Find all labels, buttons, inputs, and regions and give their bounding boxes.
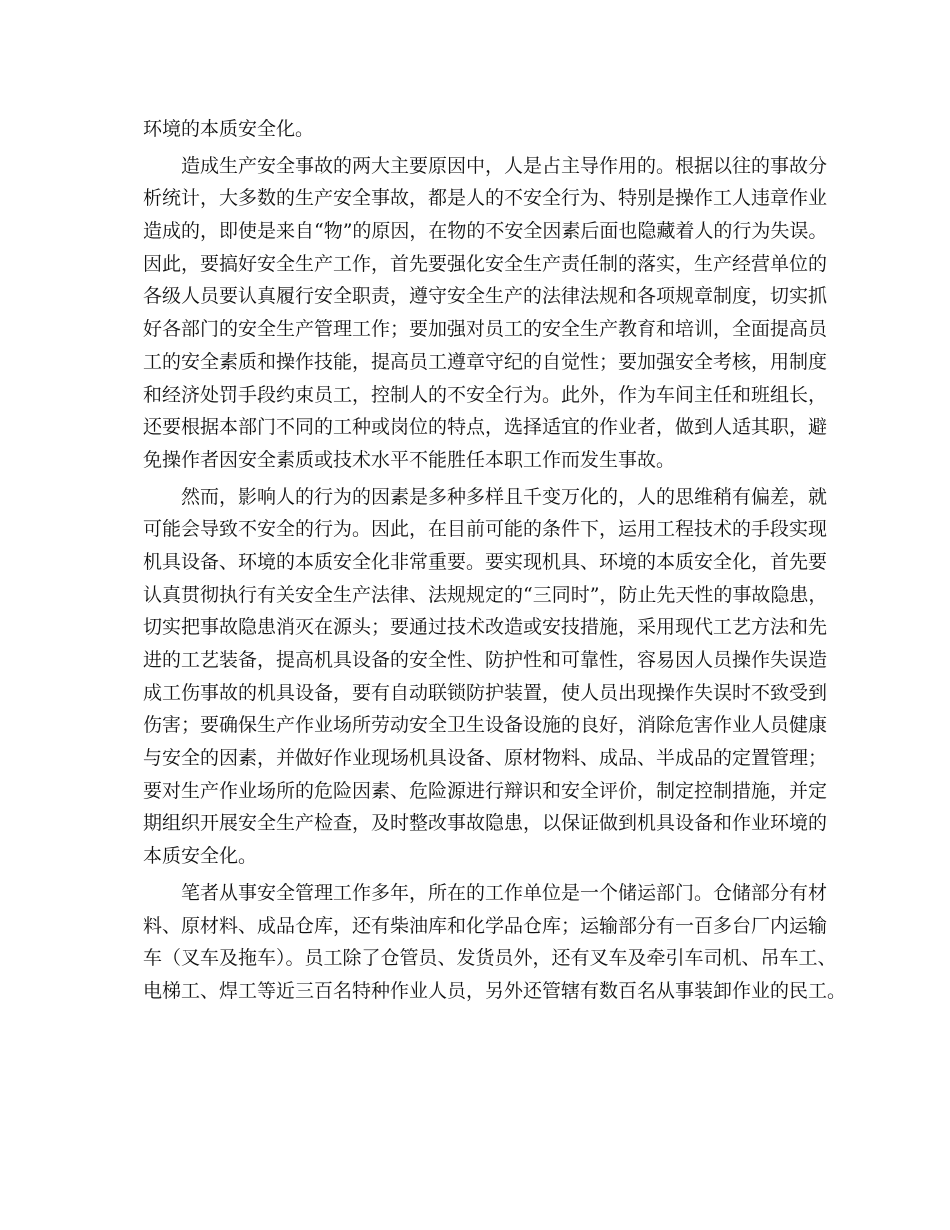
text-line: 料、原材料、成品仓库，还有柴油库和化学品仓库；运输部分有一百多台厂内运输 [143, 914, 828, 937]
text-line: 各级人员要认真履行安全职责，遵守安全生产的法律法规和各项规章制度，切实抓 [143, 285, 828, 308]
text-line: 成工伤事故的机具设备，要有自动联锁防护装置，使人员出现操作失误时不致受到 [143, 681, 828, 704]
paragraph [143, 481, 828, 873]
text-line: 认真贯彻执行有关安全生产法律、法规规定的“三同时”，防止先天性的事故隐患， [143, 583, 828, 606]
text-line: 机具设备、环境的本质安全化非常重要。要实现机具、环境的本质安全化，首先要 [143, 550, 828, 573]
text-line: 还要根据本部门不同的工种或岗位的特点，选择适宜的作业者，做到人适其职，避 [143, 416, 828, 439]
text-line: 工的安全素质和操作技能，提高员工遵章守纪的自觉性；要加强安全考核，用制度 [143, 350, 828, 373]
text-line: 车（叉车及拖车）。员工除了仓管员、发货员外，还有叉车及牵引车司机、吊车工、 [143, 947, 837, 970]
paragraph [143, 150, 828, 477]
text-line: 笔者从事安全管理工作多年，所在的工作单位是一个储运部门。仓储部分有材 [181, 881, 828, 904]
text-line: 与安全的因素，并做好作业现场机具设备、原材物料、成品、半成品的定置管理； [143, 747, 828, 770]
paragraph [143, 113, 815, 146]
text-line: 因此，要搞好安全生产工作，首先要强化安全生产责任制的落实，生产经营单位的 [143, 252, 828, 275]
text-line: 造成的，即使是来自“物”的原因，在物的不安全因素后面也隐藏着人的行为失误。 [143, 220, 828, 243]
text-line: 造成生产安全事故的两大主要原因中，人是占主导作用的。根据以往的事故分 [181, 154, 828, 177]
text-line: 本质安全化。 [143, 845, 258, 868]
text-line: 环境的本质安全化。 [143, 118, 315, 140]
text-line: 然而，影响人的行为的因素是多种多样且千变万化的，人的思维稍有偏差，就 [181, 485, 828, 508]
text-line: 好各部门的安全生产管理工作；要加强对员工的安全生产教育和培训，全面提高员 [143, 318, 828, 341]
text-line: 和经济处罚手段约束员工，控制人的不安全行为。此外，作为车间主任和班组长， [143, 383, 828, 406]
text-line: 期组织开展安全生产检查，及时整改事故隐患，以保证做到机具设备和作业环境的 [143, 812, 828, 835]
paragraph [143, 877, 847, 1008]
text-line: 进的工艺装备，提高机具设备的安全性、防护性和可靠性，容易因人员操作失误造 [143, 649, 828, 671]
text-line: 可能会导致不安全的行为。因此，在目前可能的条件下，运用工程技术的手段实现 [143, 518, 828, 541]
text-line: 伤害；要确保生产作业场所劳动安全卫生设备设施的良好，消除危害作业人员健康 [143, 714, 828, 737]
text-line: 切实把事故隐患消灭在源头；要通过技术改造或安技措施，采用现代工艺方法和先 [143, 616, 828, 639]
document-body [143, 113, 847, 1008]
text-line: 要对生产作业场所的危险因素、危险源进行辩识和安全评价，制定控制措施，并定 [143, 779, 828, 802]
text-line: 免操作者因安全素质或技术水平不能胜任本职工作而发生事故。 [143, 448, 676, 471]
text-line: 电梯工、焊工等近三百名特种作业人员，另外还管辖有数百名从事装卸作业的民工。 [143, 979, 847, 1002]
text-line: 析统计，大多数的生产安全事故，都是人的不安全行为、特别是操作工人违章作业 [143, 187, 828, 210]
